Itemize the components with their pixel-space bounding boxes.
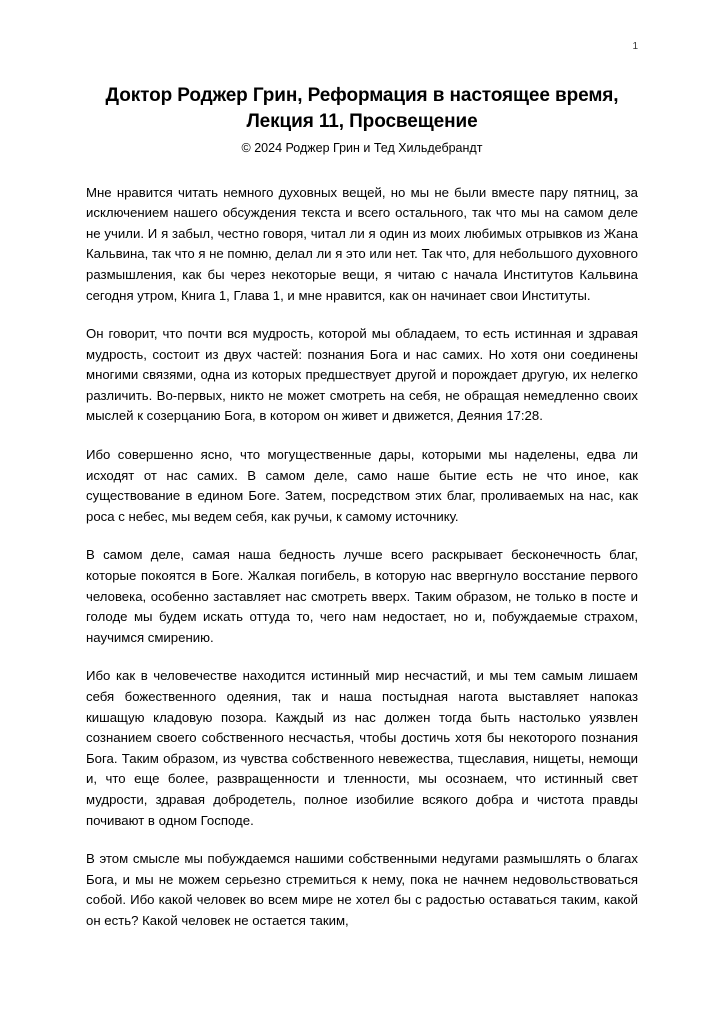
paragraph: В самом деле, самая наша бедность лучше всего раскрывает бесконечность благ, которые покоятся в Боге. Жалкая погибель, в которую нас ввергнуло восстание первого человека, особенно заставляет нас смотреть вверх. Таким образом, не только в посте и голоде мы будем искать оттуда то, чего нам недостает, но и, побуждаемые страхом, научимся смирению. (86, 547, 638, 645)
paragraph: В этом смысле мы побуждаемся нашими собственными недугами размышлять о благах Бога, и мы не можем серьезно стремиться к нему, пока не начнем недовольствоваться собой. Ибо какой человек во всем мире не хотел бы с радостью оставаться таким, какой он есть? Какой человек не остается таким, (86, 851, 638, 928)
body-text (86, 183, 638, 932)
page-title: Доктор Роджер Грин, Реформация в настоящее время, Лекция 11, Просвещение (105, 85, 619, 132)
paragraph: Ибо совершенно ясно, что могущественные дары, которыми мы наделены, едва ли исходят от нас самих. В самом деле, само наше бытие есть не что иное, как существование в едином Боге. Затем, посредством этих благ, проливаемых на нас, как роса с небес, мы ведем себя, как ручьи, к самому источнику. (86, 447, 638, 524)
paragraph: Мне нравится читать немного духовных вещей, но мы не были вместе пару пятниц, за исключением нашего обсуждения текста и всего остального, так что мы на самом деле не учили. И я забыл, честно говоря, читал ли я один из моих любимых отрывков из Жана Кальвина, так что я не помню, делал ли я это или нет. Так что, для небольшого духовного размышления, как бы через некоторые вещи, я читаю с начала Институтов Кальвина сегодня утром, Книга 1, Глава 1, и мне нравится, как он начинает свои Институты. (86, 184, 638, 303)
page-number: 1 (632, 41, 638, 52)
copyright-line: © 2024 Роджер Грин и Тед Хильдебрандт (241, 141, 483, 156)
paragraph: Он говорит, что почти вся мудрость, которой мы обладаем, то есть истинная и здравая мудрость, состоит из двух частей: познания Бога и нас самих. Но хотя они соединены многими связями, одна из которых предшествует другой и порождает другую, их нелегко различить. Во-первых, никто не может смотреть на себя, не обращая немедленно своих мыслей к созерцанию Бога, в котором он живет и движется, Деяния 17:28. (86, 326, 638, 424)
paragraph: Ибо как в человечестве находится истинный мир несчастий, и мы тем самым лишаем себя божественного одеяния, так и наша постыдная нагота выставляет напоказ кишащую кладовую позора. Каждый из нас должен тогда быть настолько уязвлен сознанием своего собственного несчастья, чтобы достичь хотя бы некоторого познания Бога. Таким образом, из чувства собственного невежества, тщеславия, нищеты, немощи и, что еще более, развращенности и тленности, мы осознаем, что истинный свет мудрости, здравая добродетель, полное изобилие всякого добра и чистота правды почивают в одном Господе. (86, 668, 638, 828)
